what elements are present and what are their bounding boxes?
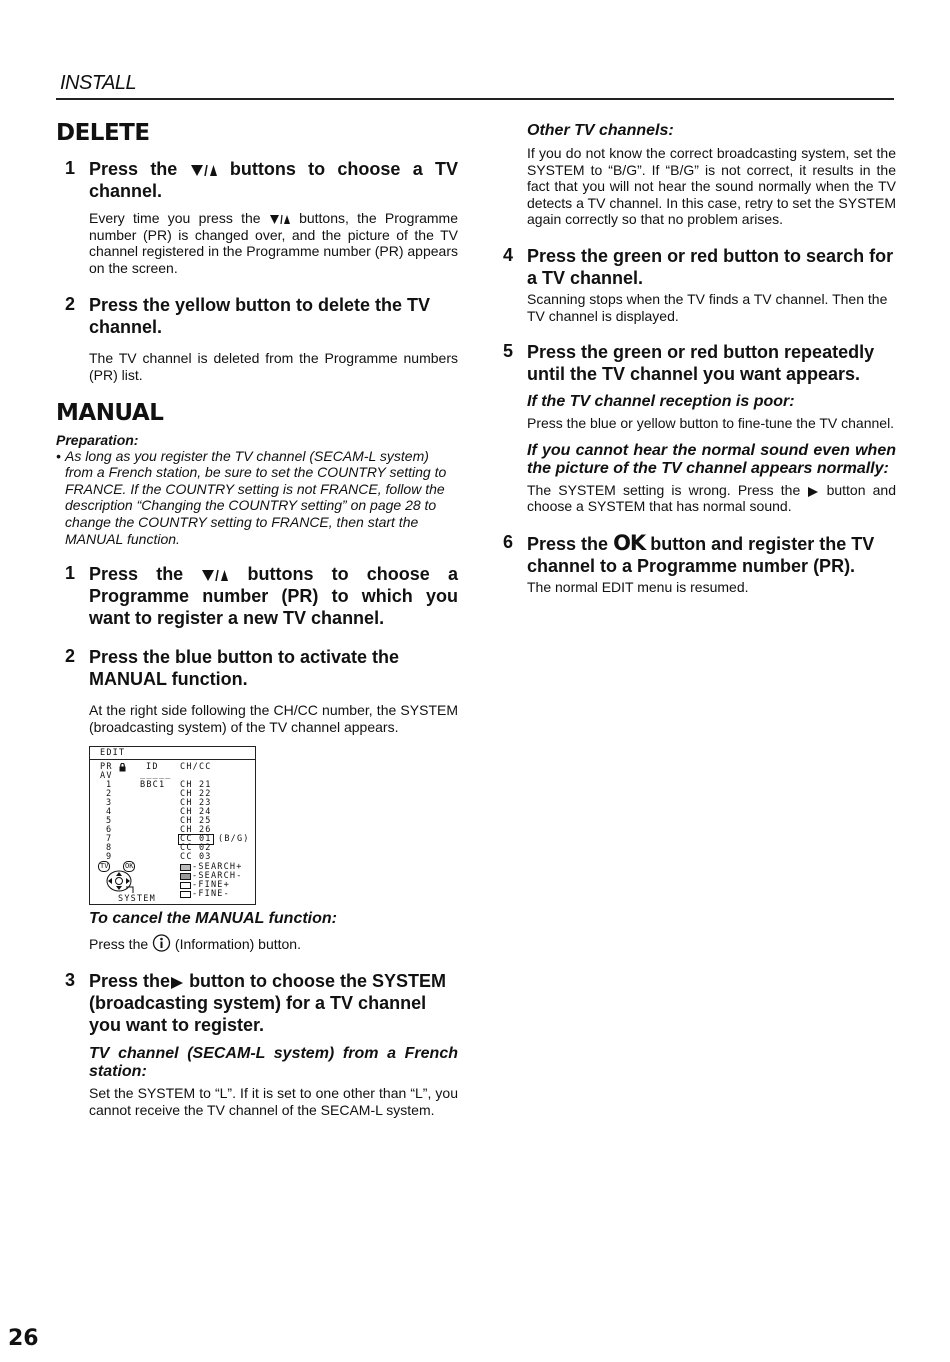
step-number: 3 [65, 969, 76, 990]
osd-channel: CH 24 [180, 807, 212, 818]
osd-col-chcc: CH/CC [180, 762, 212, 773]
delete-step-1 [56, 158, 458, 276]
step-title: Press the green or red button to search for a TV channel. [527, 245, 894, 288]
no-sound-body: The SYSTEM setting is wrong. Press the button and choose a SYSTEM that has normal sound. [527, 481, 896, 515]
step-body: Scanning stops when the TV finds a TV channel. Then the TV channel is displayed. [527, 290, 888, 324]
down-up-arrow-icon [269, 214, 291, 226]
osd-title: EDIT [100, 748, 126, 759]
manual-step-1 [56, 563, 458, 629]
preparation-label: Preparation: [56, 431, 139, 448]
osd-selected-system: (B/G) [218, 834, 250, 845]
step-number: 1 [65, 158, 76, 178]
osd-channel: CH 25 [180, 816, 212, 827]
step-body: Every time you press the buttons, the Programme number (PR) is changed over, and the picture of the TV channel registered in the Programme number (PR) appears on the screen. [89, 210, 459, 276]
step-title: Press the buttons to choose a TV channel. [89, 159, 458, 201]
osd-row-num: 1 [106, 780, 113, 791]
osd-color-key [180, 864, 191, 871]
osd-channel: CH 26 [180, 825, 212, 836]
osd-channel: CH 23 [180, 798, 212, 809]
osd-id-first: BBC1 [140, 780, 166, 791]
poor-reception-body: Press the blue or yellow button to fine-tune the TV channel. [527, 415, 895, 432]
right-column [502, 122, 896, 596]
poor-reception-heading: If the TV channel reception is poor: [527, 393, 795, 411]
osd-legend: -SEARCH+ [192, 862, 243, 873]
step-title: Press the yellow button to delete the TV channel. [89, 295, 431, 338]
step-4 [502, 245, 896, 324]
cancel-heading: To cancel the MANUAL function: [89, 910, 337, 928]
right-triangle-icon [807, 486, 819, 498]
step-number: 2 [65, 294, 76, 315]
osd-legend: -SEARCH- [192, 871, 243, 882]
tv-button-icon: TV [100, 862, 109, 871]
ok-button-icon: OK [125, 862, 134, 871]
osd-color-key [180, 873, 191, 880]
manual-step-2 [56, 646, 458, 953]
lock-icon [119, 763, 126, 772]
step-body: The TV channel is deleted from the Programme numbers (PR) list. [89, 350, 458, 383]
manual-step-3 [56, 970, 458, 1118]
osd-color-key [180, 891, 191, 898]
osd-row-num: 9 [106, 852, 113, 863]
step-title: Press the button to choose the SYSTEM (broadcasting system) for a TV channel you want to register. [89, 970, 447, 1035]
step-title: Press the buttons to choose a Programme number (PR) to which you want to register a new TV channel. [89, 564, 458, 629]
step-body: At the right side following the CH/CC number, the SYSTEM (broadcasting system) of the TV channel appears. [89, 702, 458, 735]
left-column [56, 120, 458, 1118]
osd-color-key [180, 882, 191, 889]
osd-divider [90, 759, 255, 760]
info-icon [152, 934, 171, 952]
step-title: Press the blue button to activate the MANUAL function. [89, 647, 400, 690]
osd-channel: CC 02 [180, 843, 212, 854]
no-sound-heading: If you cannot hear the normal sound even when the picture of the TV channel appears normally: [527, 441, 896, 477]
step-number: 2 [65, 646, 76, 667]
osd-row-num: 8 [106, 843, 113, 854]
osd-av: AV [100, 771, 113, 782]
bullet: • [56, 447, 61, 464]
osd-row-num: 7 [106, 834, 113, 845]
down-up-arrow-icon [201, 568, 229, 583]
cursor-pad-icon [104, 870, 138, 894]
ok-button-icon: OK [613, 530, 646, 555]
french-station-heading: TV channel (SECAM-L system) from a French station: [89, 1044, 458, 1080]
delete-title: DELETE [56, 120, 150, 146]
step-title: Press the green or red button repeatedly until the TV channel you want appears. [527, 342, 875, 385]
step-6 [502, 532, 896, 596]
osd-id-blank: _____ [140, 770, 172, 781]
osd-row-num: 4 [106, 807, 113, 818]
edit-menu-screenshot [89, 746, 256, 905]
step-number: 5 [503, 341, 514, 362]
down-up-arrow-icon [190, 163, 218, 178]
page-number: 26 [8, 1326, 39, 1351]
preparation-note: • As long as you register the TV channel (SECAM-L system) from a French station, be sure to set the COUNTRY setting to FRANCE. If the COUNTRY setting is not FRANCE, follow the description “Changing the COUNTRY setting” on page 28 to change the COUNTRY setting to FRANCE, then start the MANUAL function. [56, 447, 447, 547]
osd-channel: CH 22 [180, 789, 212, 800]
other-channels-body: If you do not know the correct broadcasting system, set the SYSTEM to “B/G”. If “B/G” is not correct, it results in the fact that you will not hear the sound normally when the TV detects a TV channel. In this case, retry to set the SYSTEM again correctly so that no problem arises. [527, 145, 896, 228]
osd-system-label: SYSTEM [118, 894, 156, 905]
delete-step-2 [56, 294, 458, 383]
step-number: 1 [65, 563, 76, 584]
osd-row-num: 6 [106, 825, 113, 836]
osd-row-num: 3 [106, 798, 113, 809]
osd-channel: CH 21 [180, 780, 212, 791]
osd-col-pr: PR [100, 762, 113, 773]
step-number: 6 [503, 531, 514, 552]
osd-channel: CC 03 [180, 852, 212, 863]
section-label: INSTALL [60, 72, 137, 94]
right-triangle-icon [170, 976, 184, 990]
osd-col-id: ID [146, 762, 159, 773]
step-number: 4 [503, 244, 514, 265]
osd-legend: -FINE- [192, 889, 230, 900]
cancel-body: Press the (Information) button. [89, 936, 301, 953]
header-rule [56, 98, 894, 100]
osd-row-num: 2 [106, 789, 113, 800]
step-5 [502, 341, 896, 515]
french-station-body: Set the SYSTEM to “L”. If it is set to one other than “L”, you cannot receive the TV channel of the SECAM-L system. [89, 1084, 458, 1118]
other-channels-heading: Other TV channels: [527, 122, 674, 139]
step-body: The normal EDIT menu is resumed. [527, 578, 749, 595]
osd-channel-selected: CC 01 [180, 834, 212, 845]
osd-legend: -FINE+ [192, 880, 230, 891]
osd-row-num: 5 [106, 816, 113, 827]
manual-title: MANUAL [56, 399, 164, 426]
step-title: Press the OK button and register the TV channel to a Programme number (PR). [527, 530, 875, 576]
